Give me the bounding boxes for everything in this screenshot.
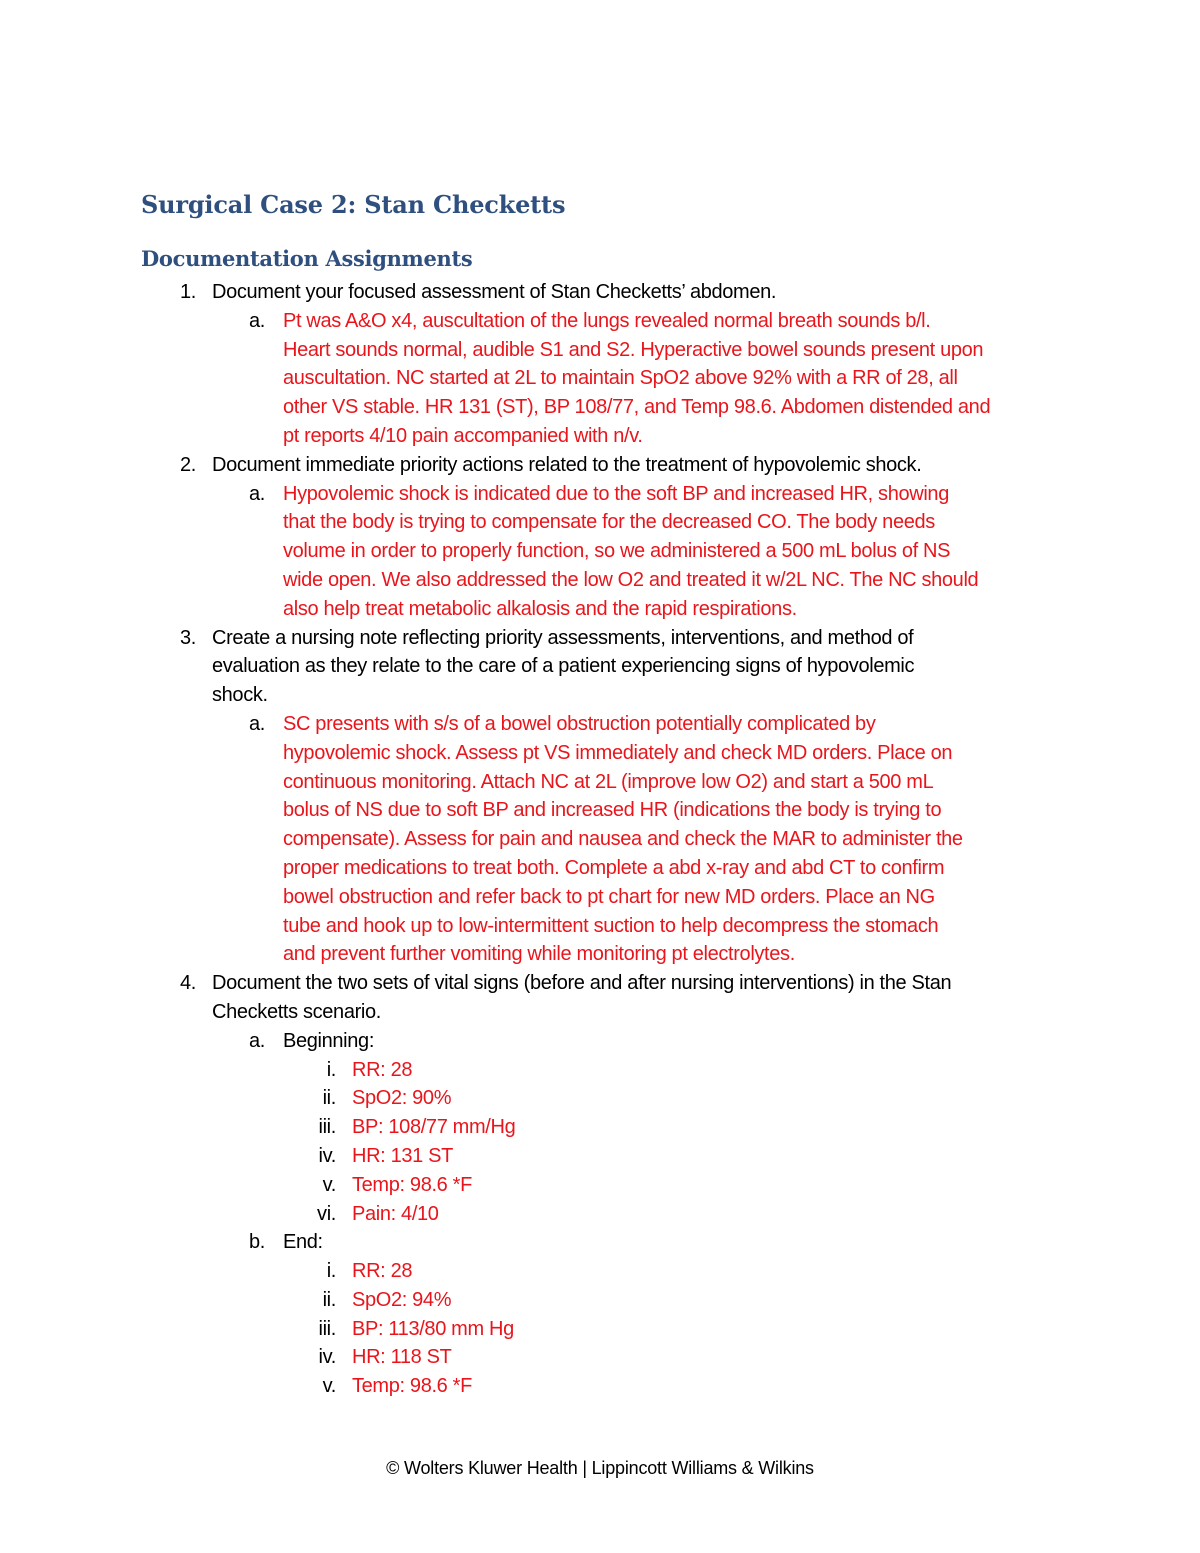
answer-line <box>0 393 1200 422</box>
vital-sign-item <box>0 1286 1200 1315</box>
answer-text: continuous monitoring. Attach NC at 2L (improve low O2) and start a 500 mL <box>283 770 934 793</box>
answer-text: hypovolemic shock. Assess pt VS immediately and check MD orders. Place on <box>283 741 953 764</box>
vital-sign-item <box>0 1056 1200 1085</box>
vital-sign-value: BP: 113/80 mm Hg <box>352 1317 514 1340</box>
assignment-list <box>0 278 1200 1401</box>
answer-line <box>0 912 1200 941</box>
answer-marker: a. <box>249 482 265 505</box>
page-title: Surgical Case 2: Stan Checketts <box>141 190 566 219</box>
answer-line <box>0 422 1200 451</box>
vital-sign-value: Pain: 4/10 <box>352 1202 439 1225</box>
vital-sign-item <box>0 1257 1200 1286</box>
answer-line <box>0 796 1200 825</box>
vital-sign-item <box>0 1113 1200 1142</box>
answer-text: proper medications to treat both. Complete a abd x-ray and abd CT to confirm <box>283 856 945 879</box>
answer-text: and prevent further vomiting while monitoring pt electrolytes. <box>283 943 795 966</box>
answer-text: compensate). Assess for pain and nausea and check the MAR to administer the <box>283 828 963 851</box>
vital-sign-marker: vi. <box>317 1202 336 1225</box>
vital-sign-value: Temp: 98.6 *F <box>352 1173 472 1196</box>
vital-sign-value: BP: 108/77 mm/Hg <box>352 1116 516 1139</box>
question-line <box>0 998 1200 1027</box>
vital-sign-marker: i. <box>326 1260 336 1283</box>
answer-line <box>0 537 1200 566</box>
answer-text: Hypovolemic shock is indicated due to the soft BP and increased HR, showing <box>283 482 949 505</box>
vital-sign-value: Temp: 98.6 *F <box>352 1375 472 1398</box>
question-number: 4. <box>180 972 196 995</box>
answer-text: Pt was A&O x4, auscultation of the lungs revealed normal breath sounds b/l. <box>283 309 931 332</box>
answer-line <box>0 595 1200 624</box>
question-line <box>0 652 1200 681</box>
answer-text: wide open. We also addressed the low O2 and treated it w/2L NC. The NC should <box>283 568 979 591</box>
answer-line <box>0 940 1200 969</box>
answer-line <box>0 739 1200 768</box>
answer-line <box>0 854 1200 883</box>
vital-sign-value: SpO2: 90% <box>352 1087 452 1110</box>
answer-text: pt reports 4/10 pain accompanied with n/v. <box>283 424 643 447</box>
vital-sign-value: HR: 131 ST <box>352 1144 453 1167</box>
answer-text: bowel obstruction and refer back to pt chart for new MD orders. Place an NG <box>283 885 935 908</box>
answer-text: SC presents with s/s of a bowel obstruction potentially complicated by <box>283 712 876 735</box>
answer-line <box>0 480 1200 509</box>
vital-sign-item <box>0 1171 1200 1200</box>
vitals-set-title: Beginning: <box>283 1029 375 1052</box>
vital-sign-item <box>0 1372 1200 1401</box>
vital-sign-value: SpO2: 94% <box>352 1288 452 1311</box>
answer-line <box>0 710 1200 739</box>
vital-sign-item <box>0 1343 1200 1372</box>
vital-sign-marker: v. <box>322 1173 336 1196</box>
question-line <box>0 451 1200 480</box>
answer-text: tube and hook up to low-intermittent suction to help decompress the stomach <box>283 914 939 937</box>
vital-sign-marker: iv. <box>318 1144 336 1167</box>
answer-line <box>0 825 1200 854</box>
answer-text: also help treat metabolic alkalosis and the rapid respirations. <box>283 597 797 620</box>
answer-line <box>0 768 1200 797</box>
vital-sign-value: RR: 28 <box>352 1058 413 1081</box>
vitals-set-marker: b. <box>249 1231 265 1254</box>
vitals-set-title: End: <box>283 1231 323 1254</box>
answer-line <box>0 566 1200 595</box>
vitals-set-label <box>0 1228 1200 1257</box>
vital-sign-marker: iv. <box>318 1346 336 1369</box>
question-text: evaluation as they relate to the care of a patient experiencing signs of hypovolemic <box>212 655 915 678</box>
vital-sign-marker: i. <box>326 1058 336 1081</box>
vitals-set-marker: a. <box>249 1029 265 1052</box>
vital-sign-value: RR: 28 <box>352 1260 413 1283</box>
vital-sign-item <box>0 1200 1200 1229</box>
vital-sign-item <box>0 1084 1200 1113</box>
answer-text: volume in order to properly function, so we administered a 500 mL bolus of NS <box>283 540 951 563</box>
answer-line <box>0 307 1200 336</box>
answer-line <box>0 336 1200 365</box>
answer-text: Heart sounds normal, audible S1 and S2. Hyperactive bowel sounds present upon <box>283 338 984 361</box>
answer-text: other VS stable. HR 131 (ST), BP 108/77, and Temp 98.6. Abdomen distended and <box>283 396 991 419</box>
question-number: 3. <box>180 626 196 649</box>
question-line <box>0 624 1200 653</box>
question-line <box>0 969 1200 998</box>
answer-marker: a. <box>249 309 265 332</box>
vital-sign-item <box>0 1142 1200 1171</box>
question-text: Document your focused assessment of Stan Checketts’ abdomen. <box>212 281 777 303</box>
question-number: 1. <box>180 281 196 303</box>
question-text: Checketts scenario. <box>212 1000 381 1023</box>
vital-sign-marker: ii. <box>322 1288 336 1311</box>
answer-marker: a. <box>249 712 265 735</box>
question-number: 2. <box>180 453 196 476</box>
answer-line <box>0 364 1200 393</box>
question-line <box>0 681 1200 710</box>
copyright-footer: © Wolters Kluwer Health | Lippincott Williams & Wilkins <box>386 1458 814 1478</box>
answer-text: auscultation. NC started at 2L to maintain SpO2 above 92% with a RR of 28, all <box>283 367 958 390</box>
question-line <box>0 278 1200 307</box>
question-text: shock. <box>212 684 268 707</box>
question-text: Create a nursing note reflecting priority assessments, interventions, and method of <box>212 626 914 649</box>
vitals-set-label <box>0 1027 1200 1056</box>
vital-sign-marker: iii. <box>318 1116 336 1139</box>
question-text: Document immediate priority actions related to the treatment of hypovolemic shock. <box>212 453 922 476</box>
vital-sign-marker: v. <box>322 1375 336 1398</box>
answer-text: bolus of NS due to soft BP and increased HR (indications the body is trying to <box>283 799 942 822</box>
vital-sign-item <box>0 1315 1200 1344</box>
vital-sign-marker: ii. <box>322 1087 336 1110</box>
vital-sign-value: HR: 118 ST <box>352 1346 452 1369</box>
answer-text: that the body is trying to compensate for the decreased CO. The body needs <box>283 511 935 534</box>
section-heading: Documentation Assignments <box>141 246 473 271</box>
answer-line <box>0 508 1200 537</box>
answer-line <box>0 883 1200 912</box>
vital-sign-marker: iii. <box>318 1317 336 1340</box>
question-text: Document the two sets of vital signs (before and after nursing interventions) in the Stan <box>212 972 952 995</box>
